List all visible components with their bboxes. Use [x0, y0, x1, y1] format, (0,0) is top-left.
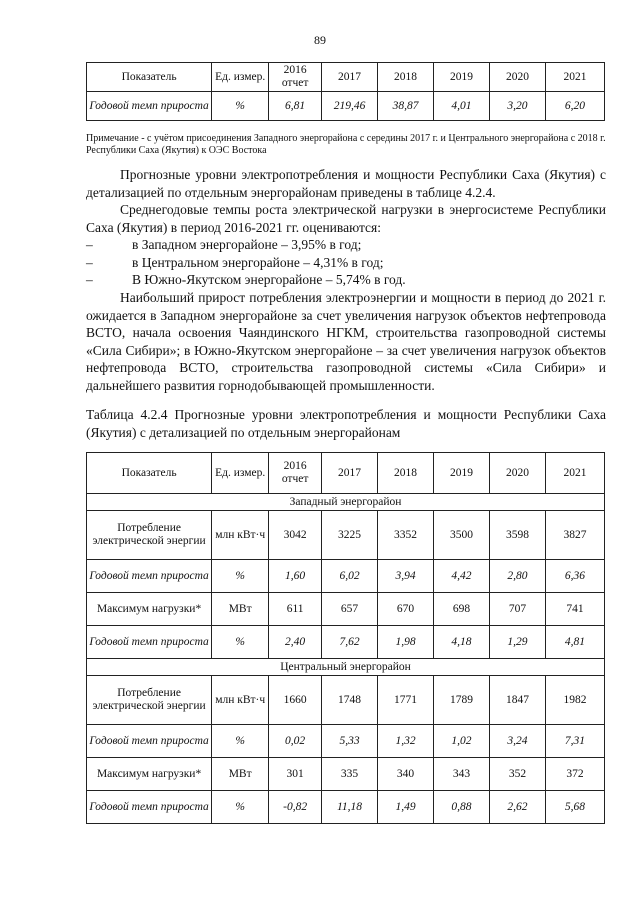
- unit-cell: млн кВт·ч: [212, 511, 269, 560]
- cell: 5,68: [545, 791, 604, 824]
- cell: 2,80: [489, 560, 545, 593]
- cell: %: [212, 92, 269, 121]
- header-cell: 2019: [434, 63, 490, 92]
- cell: 3042: [269, 511, 322, 560]
- table-caption: Таблица 4.2.4 Прогнозные уровни электропотребления и мощности Республики Саха (Якутия) с детализацией по отдельным энергорайонам: [86, 407, 606, 440]
- cell: 2,40: [269, 626, 322, 659]
- header-cell: 2016 отчет: [269, 63, 322, 92]
- row-label: Годовой темп прироста: [87, 626, 212, 659]
- section-title: Центральный энергорайон: [87, 659, 605, 676]
- list-item: [86, 236, 361, 254]
- table-row: [87, 626, 605, 659]
- paragraph-2: Среднегодовые темпы роста электрической нагрузки в энергосистеме Республики Саха (Якутия) в период 2016-2021 гг. оцениваются:: [86, 202, 606, 235]
- list-item: [86, 254, 384, 272]
- header-cell: 2017: [322, 453, 378, 494]
- header-cell: Показатель: [87, 63, 212, 92]
- cell: 1982: [545, 676, 604, 725]
- cell: 1,29: [489, 626, 545, 659]
- header-cell: Ед. измер.: [212, 63, 269, 92]
- cell: 6,02: [322, 560, 378, 593]
- cell: 4,18: [434, 626, 490, 659]
- unit-cell: млн кВт·ч: [212, 676, 269, 725]
- cell: 1,49: [378, 791, 434, 824]
- cell: 7,62: [322, 626, 378, 659]
- row-label: Максимум нагрузки*: [87, 758, 212, 791]
- table-row: [87, 676, 605, 725]
- cell: 1847: [489, 676, 545, 725]
- cell: 3225: [322, 511, 378, 560]
- row-label: Годовой темп прироста: [87, 725, 212, 758]
- row-label: Годовой темп прироста: [87, 560, 212, 593]
- header-cell: 2021: [545, 453, 604, 494]
- cell: 343: [434, 758, 490, 791]
- header-cell: 2018: [378, 453, 434, 494]
- list-item-text: в Центральном энергорайоне – 4,31% в год;: [132, 255, 384, 270]
- unit-cell: %: [212, 626, 269, 659]
- cell: 657: [322, 593, 378, 626]
- cell: 1748: [322, 676, 378, 725]
- cell: 4,81: [545, 626, 604, 659]
- list-item-text: в Западном энергорайоне – 3,95% в год;: [132, 237, 362, 252]
- cell: 3500: [434, 511, 490, 560]
- cell: 1789: [434, 676, 490, 725]
- table-row: [87, 791, 605, 824]
- cell: 2,62: [489, 791, 545, 824]
- top-table-row: [87, 92, 605, 121]
- cell: 0,88: [434, 791, 490, 824]
- cell: 301: [269, 758, 322, 791]
- header-cell: Ед. измер.: [212, 453, 269, 494]
- row-label: Максимум нагрузки*: [87, 593, 212, 626]
- section-row: [87, 659, 605, 676]
- list-dash: –: [86, 237, 93, 252]
- paragraph-1: Прогнозные уровни электропотребления и мощности Республики Саха (Якутия) с детализацией по отдельным энергорайонам приведены в таблице 4.2.4.: [86, 167, 606, 200]
- cell: 4,01: [434, 92, 490, 121]
- row-label: Потребление электрической энергии: [87, 511, 212, 560]
- header-cell: 2016 отчет: [269, 453, 322, 494]
- cell: 38,87: [378, 92, 434, 121]
- header-cell: 2021: [545, 63, 604, 92]
- cell: 670: [378, 593, 434, 626]
- cell: 0,02: [269, 725, 322, 758]
- cell: -0,82: [269, 791, 322, 824]
- cell: 7,31: [545, 725, 604, 758]
- unit-cell: %: [212, 725, 269, 758]
- header-cell: 2018: [378, 63, 434, 92]
- cell: 1,32: [378, 725, 434, 758]
- cell: 335: [322, 758, 378, 791]
- cell: 352: [489, 758, 545, 791]
- table-row: [87, 560, 605, 593]
- header-cell: 2017: [322, 63, 378, 92]
- cell: 3,20: [489, 92, 545, 121]
- main-table: [86, 452, 605, 824]
- section-row: [87, 494, 605, 511]
- cell: 219,46: [322, 92, 378, 121]
- cell: 3352: [378, 511, 434, 560]
- cell: 3,94: [378, 560, 434, 593]
- cell: 741: [545, 593, 604, 626]
- paragraph-3: Наибольший прирост потребления электроэнергии и мощности в период до 2021 г. ожидается в Западном энергорайоне за счет увеличения нагрузок объектов нефтепровода ВСТО, начала освоения Чаяндинского НГКМ, строительства газопроводной системы «Сила Сибири»; в Южно-Якутском энергорайоне – за счет увеличения нагрузок объектов нефтепровода ВСТО, строительства газопроводной системы «Сила Сибири» и дальнейшего развития горнодобывающей промышленности.: [86, 290, 606, 393]
- row-label: Годовой темп прироста: [87, 791, 212, 824]
- cell: 6,20: [545, 92, 604, 121]
- row-label: Потребление электрической энергии: [87, 676, 212, 725]
- list-dash: –: [86, 255, 93, 270]
- table-row: [87, 758, 605, 791]
- list-dash: –: [86, 272, 93, 287]
- section-title: Западный энергорайон: [87, 494, 605, 511]
- cell: 1660: [269, 676, 322, 725]
- table-row: [87, 511, 605, 560]
- unit-cell: %: [212, 560, 269, 593]
- page-number: 89: [314, 33, 326, 47]
- cell: 372: [545, 758, 604, 791]
- cell: 698: [434, 593, 490, 626]
- cell: 3827: [545, 511, 604, 560]
- row-label: Годовой темп прироста: [87, 92, 212, 121]
- cell: 3,24: [489, 725, 545, 758]
- header-cell: 2020: [489, 453, 545, 494]
- header-cell: 2019: [434, 453, 490, 494]
- table-row: [87, 725, 605, 758]
- cell: 1771: [378, 676, 434, 725]
- list-item: [86, 271, 406, 289]
- cell: 340: [378, 758, 434, 791]
- header-cell: Показатель: [87, 453, 212, 494]
- cell: 6,81: [269, 92, 322, 121]
- cell: 11,18: [322, 791, 378, 824]
- cell: 1,60: [269, 560, 322, 593]
- table-note: Примечание - с учётом присоединения Западного энергорайона с середины 2017 г. и Центрального энергорайона с 2018 г. Республики Саха (Якутия) к ОЭС Востока: [86, 133, 606, 156]
- cell: 5,33: [322, 725, 378, 758]
- unit-cell: МВт: [212, 593, 269, 626]
- list-item-text: В Южно-Якутском энергорайоне – 5,74% в год.: [132, 272, 406, 287]
- top-table: [86, 62, 605, 121]
- cell: 1,02: [434, 725, 490, 758]
- main-table-header-row: [87, 453, 605, 494]
- cell: 611: [269, 593, 322, 626]
- cell: 6,36: [545, 560, 604, 593]
- cell: 707: [489, 593, 545, 626]
- header-cell: 2020: [489, 63, 545, 92]
- table-row: [87, 593, 605, 626]
- cell: 3598: [489, 511, 545, 560]
- top-table-header-row: [87, 63, 605, 92]
- unit-cell: %: [212, 791, 269, 824]
- unit-cell: МВт: [212, 758, 269, 791]
- cell: 4,42: [434, 560, 490, 593]
- cell: 1,98: [378, 626, 434, 659]
